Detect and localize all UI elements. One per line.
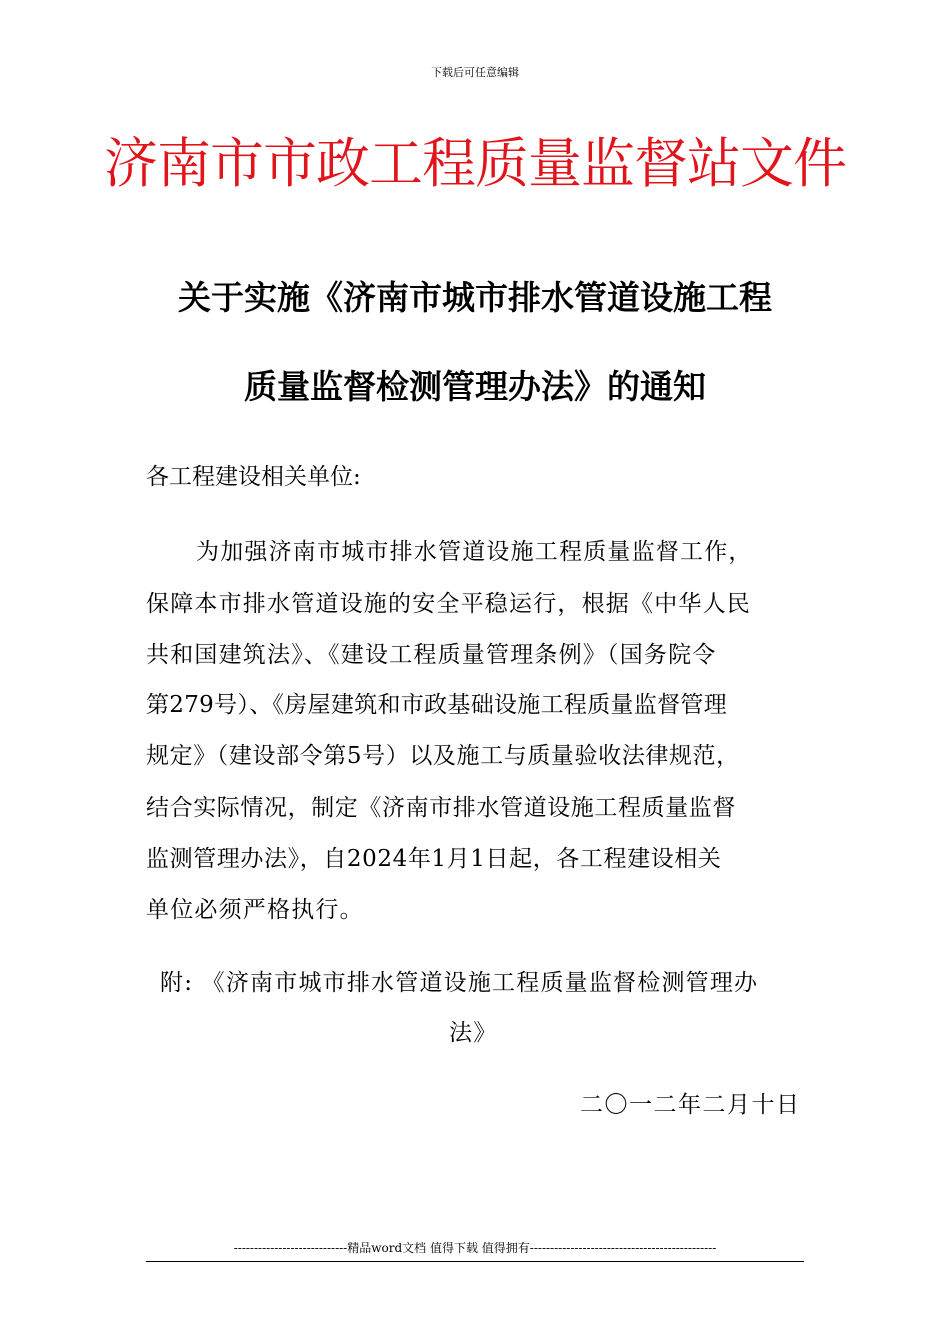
- issue-date: 二〇一二年二月十日: [580, 1092, 801, 1118]
- body-line: 保障本市排水管道设施的安全平稳运行，根据《中华人民: [146, 591, 751, 617]
- body-line: 结合实际情况，制定《济南市排水管道设施工程质量监督: [146, 795, 736, 821]
- body-line: 监测管理办法》，自2024年1月1日起，各工程建设相关: [146, 846, 722, 872]
- body-line: 第279号）、《房屋建筑和市政基础设施工程质量监督管理: [146, 692, 727, 718]
- body-line: 规定》（建设部令第5号）以及施工与质量验收法律规范，: [146, 743, 740, 769]
- body-line: 为加强济南市城市排水管道设施工程质量监督工作，: [196, 539, 753, 565]
- attachment-line-1: 附: 《济南市城市排水管道设施工程质量监督检测管理办: [160, 970, 759, 996]
- body-line: 共和国建筑法》、《建设工程质量管理条例》（国务院令: [146, 642, 717, 668]
- attachment-line-2: 法》: [449, 1020, 498, 1046]
- body-line: 单位必须严格执行。: [146, 897, 364, 923]
- salutation: 各工程建设相关单位:: [146, 464, 361, 490]
- footer-text: ----------------------------精品word文档 值得下载 值得拥有----------------------------------------------: [233, 1241, 717, 1255]
- footer-rule: [146, 1261, 804, 1262]
- top-note: 下载后可任意编辑: [431, 66, 519, 79]
- document-title-line-2: 质量监督检测管理办法》的通知: [244, 367, 706, 406]
- document-masthead: 济南市市政工程质量监督站文件: [104, 132, 846, 195]
- document-title-line-1: 关于实施《济南市城市排水管道设施工程: [178, 278, 772, 317]
